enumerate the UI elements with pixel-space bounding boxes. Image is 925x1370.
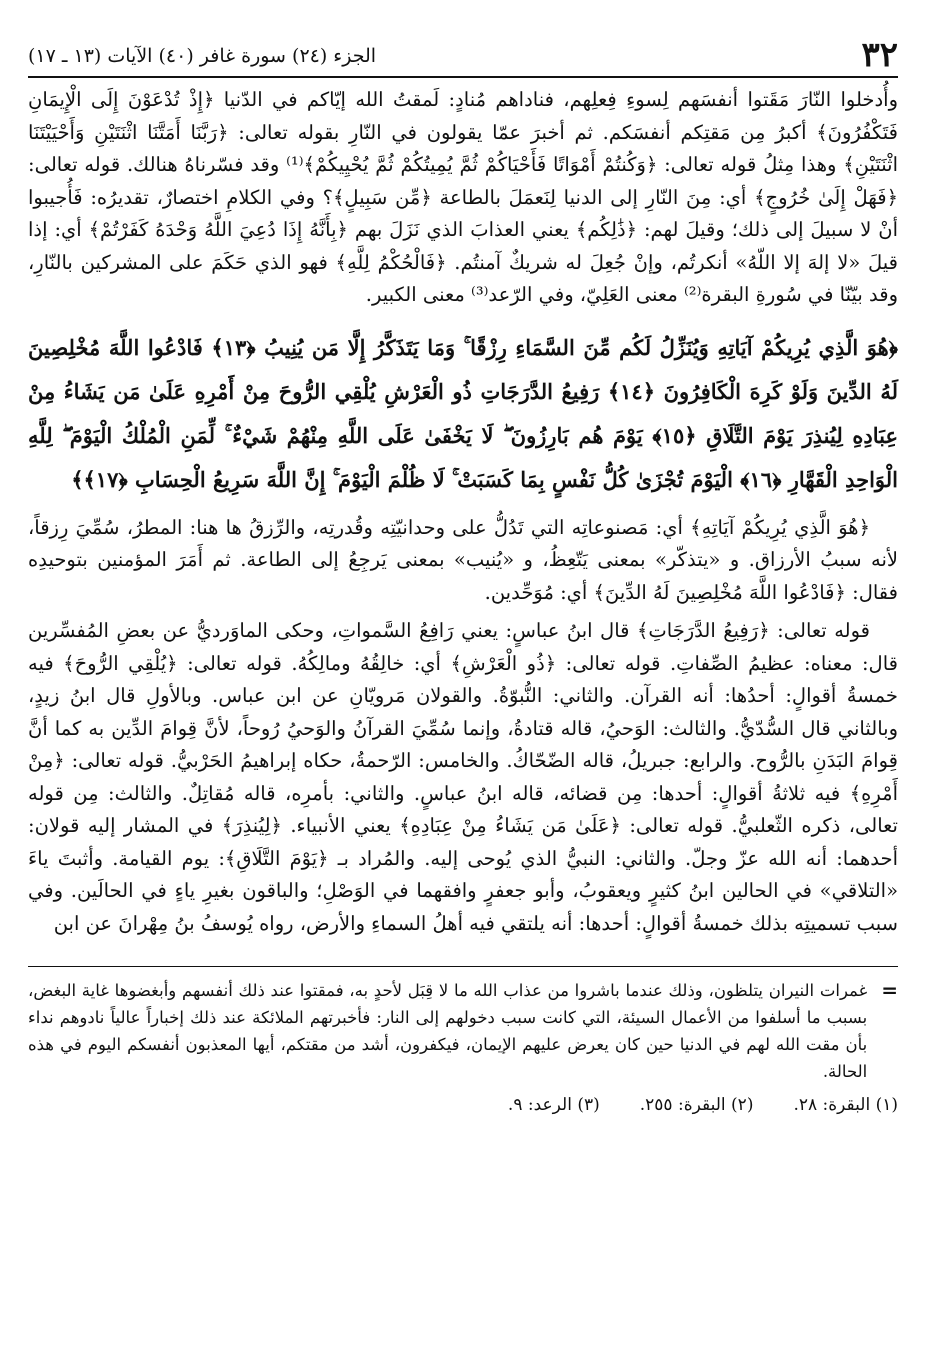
page-header [28, 30, 898, 75]
footnote-rule [28, 966, 898, 967]
quran-verses-block [28, 326, 898, 502]
paragraph-commentary-3: قوله تعالى: ﴿رَفِيعُ الدَّرَجَاتِ﴾ قال ابنُ عباسٍ: يعني رَافِعُ السَّمواتِ، وحكى الماوَرديُّ عن بعضِ المُفسِّرين قال: معناه: عظيمُ الصِّفاتِ. قوله تعالى: ﴿ذُو الْعَرْشِ﴾ أي: خالِقُهُ ومالِكُهُ. قوله تعالى: ﴿يُلْقِي الرُّوحَ﴾ فيه خمسةُ أقوالٍ: أحدُها: أنه القرآن. والثاني: النُّبوّةُ. والقولان مَرويّانِ عن ابن عباس. وبالأولِ قال ابنُ زيدٍ، وبالثاني قال السُّدّيُّ. والثالث: الوَحيُ، قاله قتادةُ، وإنما سُمِّيَ القرآنُ والوَحيُ رُوحاً، لأنَّ قِوامَ الدِّين به كما أنَّ قِوامَ البَدَنِ بالرُّوح. والرابع: جبريلُ، قاله الضّحّاكُ. والخامس: الرّحمةُ، حكاه إبراهيمُ الحَرْبيُّ. قوله تعالى: ﴿مِنْ أَمْرِهِ﴾ فيه ثلاثةُ أقوالٍ: أحدها: مِن قضائه، قاله ابنُ عباسٍ. والثاني: بأمرِه، قاله مُقاتِلٌ. والثالث: مِن قوله تعالى، ذكره الثّعلبيُّ. قوله تعالى: ﴿عَلَىٰ مَن يَشَاءُ مِنْ عِبَادِهِ﴾ يعني الأنبياء. ﴿لِيُنذِرَ﴾ في المشار إليه قولان: أحدهما: أنه الله عزّ وجلّ. والثاني: النبيُّ الذي يُوحى إليه. والمُراد بـ ﴿يَوْمَ التَّلَاقِ﴾: يوم القيامة. وأثبتَ ياءَ «التلاقي» في الحالين ابنُ كثيرٍ ويعقوبُ، وأبو جعفرٍ وافقهما في الوَصْلِ؛ والباقون بغيرِ ياءٍ في الحالَين. وفي سبب تسميتِه بذلك خمسةُ أقوالٍ: أحدها: أنه يلتقي فيه أهلُ السماءِ والأرض، رواه يُوسفُ بنُ مِهْرانَ عن ابن [28, 619, 898, 935]
running-head: الجزء (٢٤) سورة غافر (٤٠) الآيات (١٣ ـ ١٧) [28, 45, 377, 68]
header-rule [28, 76, 898, 78]
footnote-continuation [28, 977, 898, 1085]
paragraph-commentary-2: ﴿هُوَ الَّذِي يُرِيكُمْ آيَاتِهِ﴾ أي: مَصنوعاتِه التي تَدُلُّ على وحدانيّتِه وقُدرتِه، والرِّزقُ ها هنا: المطرُ، سُمِّيَ رِزقاً، لأنه سببُ الأرزاق. و «يتذكّر» بمعنى يَتّعِظُ، و «يُنيب» بمعنى يَرجِعُ إلى الطاعة. ثم أَمَرَ المؤمنين بتوحيدِه فقال: ﴿فَادْعُوا اللَّهَ مُخْلِصِينَ لَهُ الدِّينَ﴾ أي: مُوَحِّدين. [28, 515, 898, 604]
commentary-block-2 [28, 512, 898, 941]
footnote-ref-1: (١) البقرة: ٢٨. [793, 1095, 898, 1115]
footnote-ref-3: (٣) الرعد: ٩. [507, 1095, 600, 1115]
quran-verses-text: ﴿هُوَ الَّذِي يُرِيكُمْ آيَاتِهِ وَيُنَزِّلُ لَكُم مِّنَ السَّمَاءِ رِزْقًا ۚ وَمَا يَتَذَكَّرُ إِلَّا مَن يُنِيبُ ﴿١٣﴾ فَادْعُوا اللَّهَ مُخْلِصِينَ لَهُ الدِّينَ وَلَوْ كَرِهَ الْكَافِرُونَ ﴿١٤﴾ رَفِيعُ الدَّرَجَاتِ ذُو الْعَرْشِ يُلْقِي الرُّوحَ مِنْ أَمْرِهِ عَلَىٰ مَن يَشَاءُ مِنْ عِبَادِهِ لِيُنذِرَ يَوْمَ التَّلَاقِ ﴿١٥﴾ يَوْمَ هُم بَارِزُونَ ۖ لَا يَخْفَىٰ عَلَى اللَّهِ مِنْهُمْ شَيْءٌ ۚ لِّمَنِ الْمُلْكُ الْيَوْمَ ۖ لِلَّهِ الْوَاحِدِ الْقَهَّارِ ﴿١٦﴾ الْيَوْمَ تُجْزَىٰ كُلُّ نَفْسٍ بِمَا كَسَبَتْ ۚ لَا ظُلْمَ الْيَوْمَ ۚ إِنَّ اللَّهَ سَرِيعُ الْحِسَابِ ﴿١٧﴾﴾ [28, 334, 898, 492]
footnote-text: غمرات النيران يتلظون، وذلك عندما باشروا من عذاب الله ما لا قِبَل لأحدٍ به، فمقتوا عند ذلك أنفسهم وأبغضوها غاية البغض، بسبب ما أسلفوا من الأعمال السيئة، التي كانت سبب دخولهم إلى النار: فأخبرتهم الملائكة عند ذلك إخباراً عالياً نادوهم نداء بأن مقت الله لهم في الدنيا حين كان يعرض عليهم الإيمان، فيكفرون، أشد من مقتكم، أيها المعذبون أنفسكم اليوم في هذه الحالة. [28, 981, 868, 1081]
commentary-block-1 [28, 84, 898, 312]
footnote-ref-2: (٢) البقرة: ٢٥٥. [639, 1095, 754, 1115]
footnote-references [28, 1091, 898, 1119]
continuation-mark: = [881, 978, 898, 1002]
paragraph-commentary-1: وأُدخلوا النّارَ مَقَتوا أنفسَهم لِسوءِ فِعلِهم، فناداهم مُنادٍ: لَمقتُ الله إيّاكم في الدّنيا ﴿إِذْ تُدْعَوْنَ إِلَى الْإِيمَانِ فَتَكْفُرُونَ﴾ أكبرُ مِن مَقتِكم أنفسَكم. ثم أخبرَ عمّا يقولون في النّارِ بقوله تعالى: ﴿رَبَّنَا أَمَتَّنَا اثْنَتَيْنِ وَأَحْيَيْتَنَا اثْنَتَيْنِ﴾ وهذا مِثلُ قوله تعالى: ﴿وَكُنتُمْ أَمْوَاتًا فَأَحْيَاكُمْ ثُمَّ يُمِيتُكُمْ ثُمَّ يُحْيِيكُمْ﴾⁽¹⁾ وقد فسّرناهُ هنالك. قوله تعالى: ﴿فَهَلْ إِلَىٰ خُرُوجٍ﴾ أي: مِنَ النّارِ إلى الدنيا لِنَعمَلَ بالطاعة ﴿مِّن سَبِيلٍ﴾؟ وفي الكلامِ اختصارٌ، تقديرُه: فَأُجيبوا أنْ لا سبيلَ إلى ذلك؛ وقيلَ لهم: ﴿ذَٰلِكُم﴾ يعني العذابَ الذي نَزَلَ بهم ﴿بِأَنَّهُ إِذَا دُعِيَ اللَّهُ وَحْدَهُ كَفَرْتُمْ﴾ أي: إذا قيلَ «لا إلهَ إلا اللّهُ» أنكرتُم، وإنْ جُعِلَ له شريكٌ آمنتُم. ﴿فَالْحُكْمُ لِلَّهِ﴾ فهو الذي حَكَمَ على المشركين بالنّارِ، وقد بيّنّا في سُورةِ البقرة⁽²⁾ معنى العَلِيّ، وفي الرّعد⁽³⁾ معنى الكبير. [28, 88, 898, 306]
book-page [28, 30, 898, 1350]
page-number: ٣٢ [861, 35, 898, 75]
